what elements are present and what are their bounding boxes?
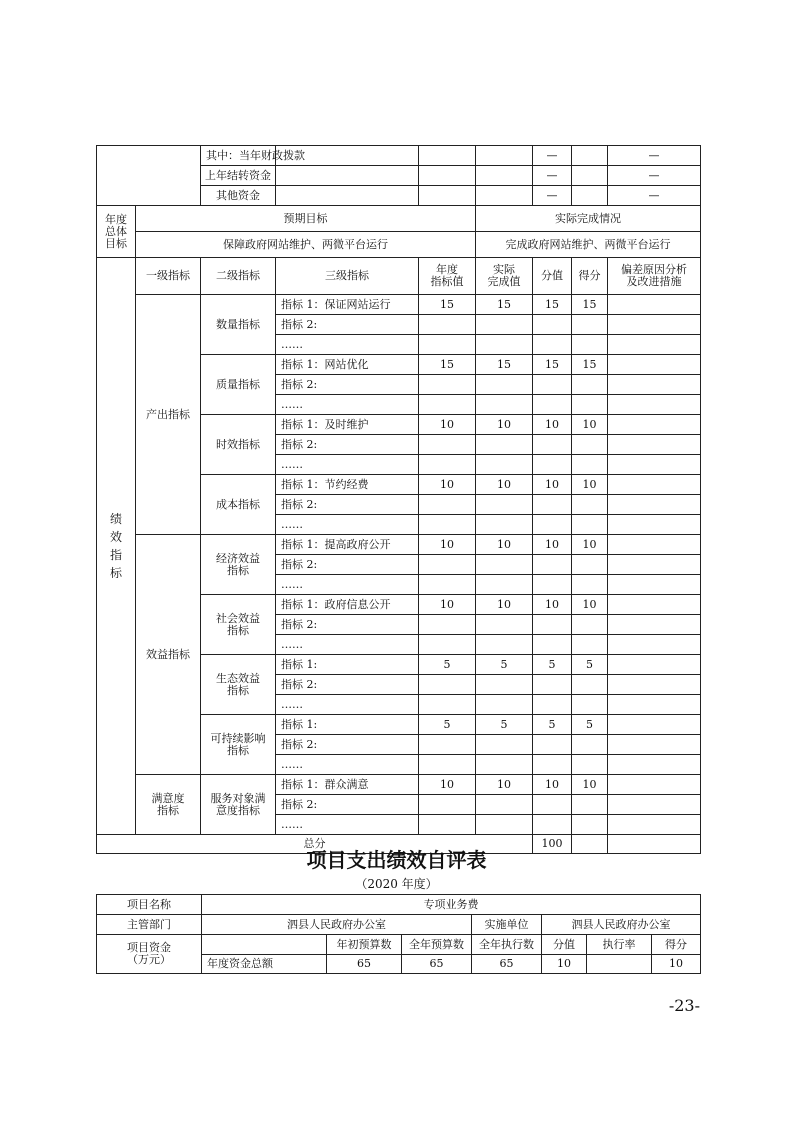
perf-header-level1: 一级指标 [136, 258, 201, 295]
weight-value [533, 395, 572, 415]
actual-value: 5 [476, 655, 533, 675]
weight-value [533, 755, 572, 775]
actual-value: 15 [476, 295, 533, 315]
weight-value [533, 695, 572, 715]
level3-indicator: 指标 2: [276, 555, 419, 575]
weight-value: 10 [533, 475, 572, 495]
funds-row-label: 上年结转资金 [201, 166, 276, 186]
perf-header-analysis: 偏差原因分析 及改进措施 [608, 258, 701, 295]
annual-value: 5 [419, 655, 476, 675]
annual-value: 10 [419, 415, 476, 435]
impl-value: 泗县人民政府办公室 [542, 915, 701, 935]
funds-cell [476, 166, 533, 186]
level2-indicator: 数量指标 [201, 295, 276, 355]
annual-value [419, 675, 476, 695]
funds-score: — [533, 166, 572, 186]
total-funds-label: 年度资金总额 [202, 955, 327, 974]
actual-value: 5 [476, 715, 533, 735]
level1-indicator: 产出指标 [136, 295, 201, 535]
analysis-cell [608, 595, 701, 615]
annual-value: 10 [419, 775, 476, 795]
level3-indicator: 指标 2: [276, 735, 419, 755]
funds-cell [572, 166, 608, 186]
analysis-cell [608, 435, 701, 455]
funds-cell [476, 186, 533, 206]
analysis-cell [608, 415, 701, 435]
score-value [572, 495, 608, 515]
score-value [572, 635, 608, 655]
level2-indicator: 成本指标 [201, 475, 276, 535]
level3-indicator: …… [276, 635, 419, 655]
level3-indicator: 指标 1：及时维护 [276, 415, 419, 435]
total-funds-value: 65 [472, 955, 542, 974]
perf-header-actual: 实际 完成值 [476, 258, 533, 295]
weight-value [533, 575, 572, 595]
level3-indicator: …… [276, 515, 419, 535]
annual-value [419, 615, 476, 635]
total-funds-value [587, 955, 652, 974]
annual-value: 15 [419, 355, 476, 375]
level3-indicator: 指标 1：网站优化 [276, 355, 419, 375]
weight-value: 10 [533, 595, 572, 615]
level2-indicator: 质量指标 [201, 355, 276, 415]
weight-value: 5 [533, 715, 572, 735]
total-funds-value: 65 [402, 955, 472, 974]
level2-indicator: 可持续影响 指标 [201, 715, 276, 775]
annual-value: 10 [419, 595, 476, 615]
funds-score: — [533, 186, 572, 206]
weight-value [533, 555, 572, 575]
annual-value [419, 455, 476, 475]
level3-indicator: 指标 2: [276, 375, 419, 395]
analysis-cell [608, 295, 701, 315]
actual-value [476, 495, 533, 515]
level3-indicator: …… [276, 815, 419, 835]
score-value: 5 [572, 655, 608, 675]
weight-value [533, 495, 572, 515]
annual-value [419, 315, 476, 335]
analysis-cell [608, 395, 701, 415]
actual-value [476, 575, 533, 595]
project-info-table [96, 894, 701, 974]
project-name-label: 项目名称 [97, 895, 202, 915]
weight-value [533, 615, 572, 635]
actual-value [476, 375, 533, 395]
annual-value [419, 375, 476, 395]
weight-value [533, 675, 572, 695]
annual-value [419, 795, 476, 815]
actual-value [476, 435, 533, 455]
actual-value: 10 [476, 535, 533, 555]
weight-value: 10 [533, 415, 572, 435]
actual-value [476, 735, 533, 755]
funds-header-blank [202, 935, 327, 955]
funds-cell [276, 166, 419, 186]
weight-value: 10 [533, 535, 572, 555]
weight-value [533, 315, 572, 335]
actual-value [476, 815, 533, 835]
analysis-cell [608, 635, 701, 655]
analysis-cell [608, 655, 701, 675]
weight-value [533, 735, 572, 755]
score-value [572, 435, 608, 455]
level2-indicator: 社会效益 指标 [201, 595, 276, 655]
funds-row-label: 其他资金 [201, 186, 276, 206]
col-header: 执行率 [587, 935, 652, 955]
actual-value: 15 [476, 355, 533, 375]
funds-label: 项目资金 （万元） [97, 935, 202, 974]
score-value [572, 335, 608, 355]
analysis-cell [608, 515, 701, 535]
score-value [572, 735, 608, 755]
funds-blank [97, 146, 201, 206]
score-value [572, 455, 608, 475]
analysis-cell [608, 535, 701, 555]
annual-value [419, 335, 476, 355]
score-value [572, 575, 608, 595]
impl-label: 实施单位 [472, 915, 542, 935]
funds-row-label: 其中：当年财政拨款 [201, 146, 276, 166]
score-value [572, 815, 608, 835]
score-value: 15 [572, 355, 608, 375]
annual-value [419, 495, 476, 515]
weight-value [533, 435, 572, 455]
level3-indicator: 指标 2: [276, 435, 419, 455]
level3-indicator: 指标 1：节约经费 [276, 475, 419, 495]
level2-indicator: 经济效益 指标 [201, 535, 276, 595]
actual-value [476, 635, 533, 655]
level3-indicator: …… [276, 695, 419, 715]
score-value [572, 375, 608, 395]
annual-value: 10 [419, 475, 476, 495]
dept-label: 主管部门 [97, 915, 202, 935]
level3-indicator: 指标 1：保证网站运行 [276, 295, 419, 315]
analysis-cell [608, 715, 701, 735]
funds-score: — [533, 146, 572, 166]
col-header: 得分 [652, 935, 701, 955]
score-value: 15 [572, 295, 608, 315]
dept-value: 泗县人民政府办公室 [202, 915, 472, 935]
annual-value [419, 395, 476, 415]
funds-cell [419, 186, 476, 206]
score-value: 10 [572, 415, 608, 435]
level3-indicator: 指标 1：政府信息公开 [276, 595, 419, 615]
analysis-cell [608, 555, 701, 575]
score-value [572, 615, 608, 635]
funds-cell [476, 146, 533, 166]
annual-value: 10 [419, 535, 476, 555]
actual-value [476, 755, 533, 775]
score-value [572, 515, 608, 535]
funds-rate: — [608, 186, 701, 206]
level3-indicator: 指标 1: [276, 655, 419, 675]
total-funds-value: 10 [652, 955, 701, 974]
actual-goal-header: 实际完成情况 [476, 206, 701, 232]
annual-value [419, 435, 476, 455]
level2-indicator: 服务对象满 意度指标 [201, 775, 276, 835]
analysis-cell [608, 455, 701, 475]
annual-value: 5 [419, 715, 476, 735]
actual-goal-text: 完成政府网站维护、两微平台运行 [476, 232, 701, 258]
weight-value: 15 [533, 295, 572, 315]
col-header: 全年预算数 [402, 935, 472, 955]
weight-value [533, 515, 572, 535]
col-header: 全年执行数 [472, 935, 542, 955]
analysis-cell [608, 695, 701, 715]
perf-header-annual: 年度 指标值 [419, 258, 476, 295]
total-value: 100 [533, 835, 572, 854]
project-name-value: 专项业务费 [202, 895, 701, 915]
funds-cell [419, 146, 476, 166]
weight-value [533, 795, 572, 815]
form-year: （2020 年度） [355, 877, 438, 891]
actual-value [476, 795, 533, 815]
annual-value [419, 575, 476, 595]
level3-indicator: 指标 2: [276, 795, 419, 815]
analysis-cell [608, 375, 701, 395]
weight-value: 15 [533, 355, 572, 375]
actual-value [476, 695, 533, 715]
level3-indicator: 指标 2: [276, 315, 419, 335]
score-value [572, 395, 608, 415]
total-label: 总分 [97, 835, 533, 854]
level3-indicator: …… [276, 455, 419, 475]
actual-value: 10 [476, 595, 533, 615]
level3-indicator: 指标 1：提高政府公开 [276, 535, 419, 555]
weight-value [533, 455, 572, 475]
actual-value: 10 [476, 775, 533, 795]
form-title: 项目支出绩效自评表 [306, 848, 487, 872]
score-value [572, 795, 608, 815]
level1-indicator: 满意度 指标 [136, 775, 201, 835]
expected-goal-header: 预期目标 [136, 206, 476, 232]
actual-value: 10 [476, 475, 533, 495]
weight-value [533, 635, 572, 655]
actual-value [476, 675, 533, 695]
score-value: 10 [572, 535, 608, 555]
score-value [572, 555, 608, 575]
funds-cell [419, 166, 476, 186]
weight-value [533, 815, 572, 835]
actual-value [476, 395, 533, 415]
overall-goal-label: 年度 总体 目标 [97, 206, 136, 258]
level3-indicator: 指标 2: [276, 615, 419, 635]
analysis-cell [608, 675, 701, 695]
annual-value [419, 515, 476, 535]
funds-cell [572, 146, 608, 166]
analysis-cell [608, 775, 701, 795]
level3-indicator: …… [276, 575, 419, 595]
col-header: 分值 [542, 935, 587, 955]
level3-indicator: 指标 1：群众满意 [276, 775, 419, 795]
perf-header-weight: 分值 [533, 258, 572, 295]
actual-value: 10 [476, 415, 533, 435]
funds-cell [572, 186, 608, 206]
annual-value [419, 555, 476, 575]
score-value: 10 [572, 775, 608, 795]
annual-value [419, 815, 476, 835]
performance-table [96, 145, 701, 854]
actual-value [476, 315, 533, 335]
level3-indicator: 指标 1: [276, 715, 419, 735]
annual-value [419, 695, 476, 715]
score-value [572, 695, 608, 715]
analysis-cell [608, 315, 701, 335]
actual-value [476, 555, 533, 575]
level2-indicator: 时效指标 [201, 415, 276, 475]
analysis-cell [608, 495, 701, 515]
analysis-cell [608, 815, 701, 835]
actual-value [476, 615, 533, 635]
level3-indicator: …… [276, 755, 419, 775]
perf-header-level2: 二级指标 [201, 258, 276, 295]
score-value: 10 [572, 475, 608, 495]
analysis-cell [608, 335, 701, 355]
weight-value: 5 [533, 655, 572, 675]
level3-indicator: …… [276, 335, 419, 355]
level3-indicator: …… [276, 395, 419, 415]
perf-header-level3: 三级指标 [276, 258, 419, 295]
annual-value: 15 [419, 295, 476, 315]
score-value: 5 [572, 715, 608, 735]
annual-value [419, 635, 476, 655]
total-funds-value: 65 [327, 955, 402, 974]
weight-value [533, 375, 572, 395]
analysis-cell [608, 575, 701, 595]
score-value [572, 315, 608, 335]
expected-goal-text: 保障政府网站维护、两微平台运行 [136, 232, 476, 258]
actual-value [476, 335, 533, 355]
annual-value [419, 755, 476, 775]
annual-value [419, 735, 476, 755]
weight-value: 10 [533, 775, 572, 795]
level3-indicator: 指标 2: [276, 675, 419, 695]
page-number: -23- [668, 996, 700, 1015]
score-value: 10 [572, 595, 608, 615]
score-value [572, 755, 608, 775]
analysis-cell [608, 615, 701, 635]
actual-value [476, 515, 533, 535]
perf-header-score: 得分 [572, 258, 608, 295]
funds-rate: — [608, 146, 701, 166]
col-header: 年初预算数 [327, 935, 402, 955]
analysis-cell [608, 795, 701, 815]
analysis-cell [608, 475, 701, 495]
funds-cell [276, 186, 419, 206]
analysis-cell [608, 755, 701, 775]
score-value [572, 675, 608, 695]
level2-indicator: 生态效益 指标 [201, 655, 276, 715]
total-funds-value: 10 [542, 955, 587, 974]
weight-value [533, 335, 572, 355]
level3-indicator: 指标 2: [276, 495, 419, 515]
actual-value [476, 455, 533, 475]
perf-side-label: 绩 效 指 标 [97, 258, 136, 835]
analysis-cell [608, 355, 701, 375]
level1-indicator: 效益指标 [136, 535, 201, 775]
analysis-cell [608, 735, 701, 755]
funds-rate: — [608, 166, 701, 186]
